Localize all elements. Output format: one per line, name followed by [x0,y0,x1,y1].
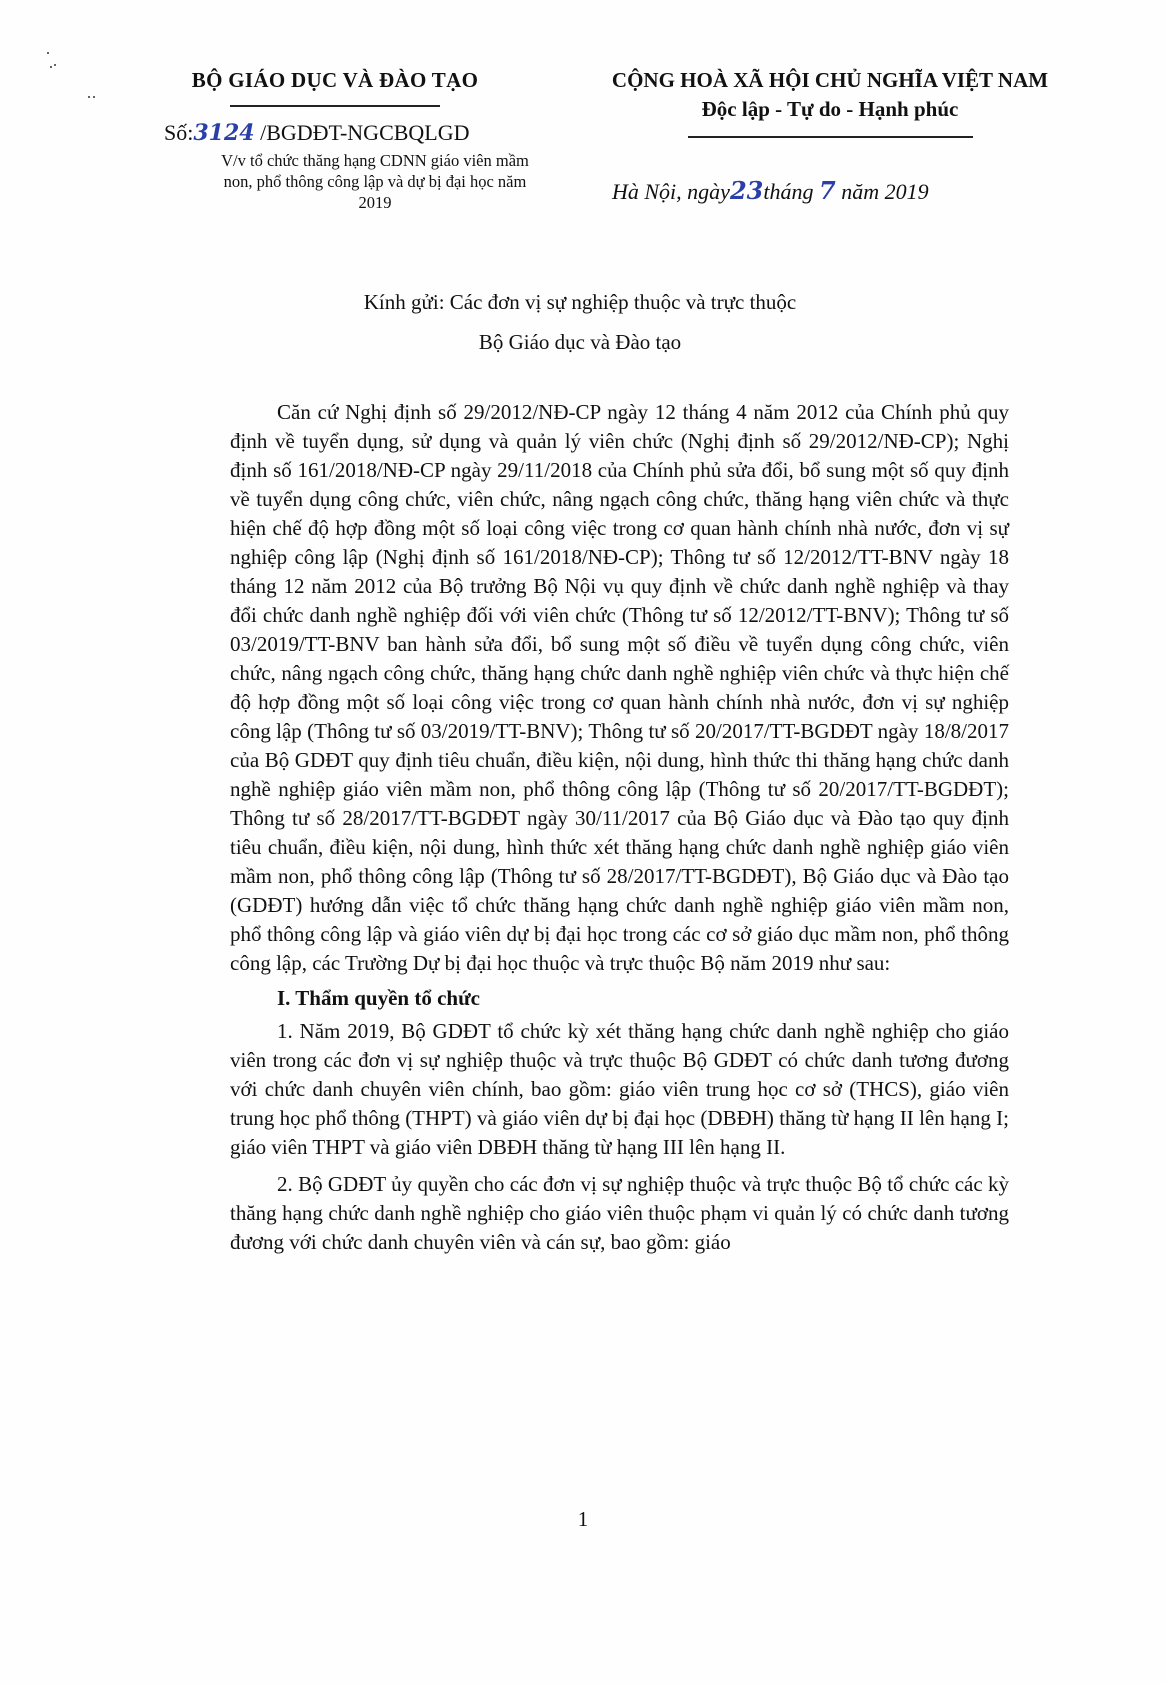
issuing-agency-name: BỘ GIÁO DỤC VÀ ĐÀO TẠO [191,68,479,92]
section-heading: I. Thẩm quyền tổ chức [277,986,480,1010]
date-place: Hà Nội, ngày [612,179,730,204]
page-number: 1 [577,1507,589,1531]
number-suffix: /BGDĐT-NGCBQLGD [260,120,470,145]
item-1-paragraph: 1. Năm 2019, Bộ GDĐT tổ chức kỳ xét thăng hạng chức danh nghề nghiệp cho giáo viên trong các đơn vị sự nghiệp thuộc và trực thuộc Bộ GDĐT có chức danh tương đương với chức danh chuyên viên chính, bao gồm: giáo viên trung học cơ sở (THCS), giáo viên trung học phổ thông (THPT) và giáo viên dự bị đại học (DBĐH) thăng từ hạng II lên hạng I; giáo viên THPT và giáo viên DBĐH thăng từ hạng III lên hạng II. [230,1019,1009,1159]
agency-underline [230,105,440,107]
scan-speck [54,64,56,66]
recipient-line-2: Bộ Giáo dục và Đào tạo [478,330,682,354]
handwritten-day: 23 [729,176,764,205]
country-name: CỘNG HOÀ XÃ HỘI CHỦ NGHĨA VIỆT NAM [611,68,1049,92]
national-header-block [590,68,1070,138]
item-2-paragraph: 2. Bộ GDĐT ủy quyền cho các đơn vị sự nghiệp thuộc và trực thuộc Bộ tổ chức các kỳ thăng hạng chức danh nghề nghiệp cho giáo viên thuộc phạm vi quản lý có chức danh tương đương với chức danh chuyên viên và cán sự, bao gồm: giáo [230,1172,1009,1254]
scan-speck [88,96,90,98]
date-year: năm 2019 [841,179,929,204]
place-and-date [612,176,929,205]
national-motto: Độc lập - Tự do - Hạnh phúc [701,97,959,121]
motto-underline [688,136,973,138]
number-prefix: Số: [164,120,194,145]
legal-basis-paragraph: Căn cứ Nghị định số 29/2012/NĐ-CP ngày 12 tháng 4 năm 2012 của Chính phủ quy định về tuyển dụng, sử dụng và quản lý viên chức (Nghị định số 29/2012/NĐ-CP); Nghị định số 161/2018/NĐ-CP ngày 29/11/2018 của Chính phủ sửa đổi, bổ sung một số quy định về tuyển dụng công chức, viên chức, nâng ngạch công chức, thăng hạng viên chức và thực hiện chế độ hợp đồng một số loại công việc trong cơ quan hành chính nhà nước, đơn vị sự nghiệp công lập (Nghị định số 161/2018/NĐ-CP); Thông tư số 12/2012/TT-BNV ngày 18 tháng 12 năm 2012 của Bộ trưởng Bộ Nội vụ quy định về chức danh nghề nghiệp và thay đổi chức danh nghề nghiệp đối với viên chức (Thông tư số 12/2012/TT-BNV); Thông tư số 03/2019/TT-BNV ban hành sửa đổi, bổ sung một số điều về tuyển dụng công chức, viên chức, nâng ngạch công chức, thăng hạng chức danh nghề nghiệp viên chức và thực hiện chế độ hợp đồng một số loại công việc trong cơ quan hành chính nhà nước, đơn vị sự nghiệp công lập (Thông tư số 03/2019/TT-BNV); Thông tư số 20/2017/TT-BGDĐT ngày 18/8/2017 của Bộ GDĐT quy định tiêu chuẩn, điều kiện, nội dung, hình thức thi thăng hạng chức danh nghề nghiệp giáo viên mầm non, phổ thông công lập (Thông tư số 20/2017/TT-BGDĐT); Thông tư số 28/2017/TT-BGDĐT ngày 30/11/2017 của Bộ Giáo dục và Đào tạo quy định tiêu chuẩn, điều kiện, nội dung, hình thức xét thăng hạng chức danh nghề nghiệp giáo viên mầm non, phổ thông công lập (Thông tư số 28/2017/TT-BGDĐT), Bộ Giáo dục và Đào tạo (GDĐT) hướng dẫn việc tổ chức thăng hạng chức danh nghề nghiệp giáo viên mầm non, phổ thông công lập và giáo viên dự bị đại học trong các cơ sở giáo dục mầm non, phổ thông công lập, các Trường Dự bị đại học thuộc và trực thuộc Bộ năm 2019 như sau: [230,400,1009,975]
recipient-block [230,282,930,362]
scan-speck [47,52,49,54]
handwritten-number: 3124 [193,120,255,146]
date-month-label: tháng [763,179,814,204]
scan-speck [93,96,95,98]
document-number [164,120,470,146]
recipient-line-1: Kính gửi: Các đơn vị sự nghiệp thuộc và trực thuộc [363,290,797,314]
handwritten-month: 7 [818,176,836,205]
scan-speck [50,66,52,68]
document-body [230,398,1009,1257]
issuing-agency-block [140,68,530,107]
document-subject: V/v tổ chức thăng hạng CDNN giáo viên mầm non, phổ thông công lập và dự bị đại học năm 2019 [221,151,529,212]
